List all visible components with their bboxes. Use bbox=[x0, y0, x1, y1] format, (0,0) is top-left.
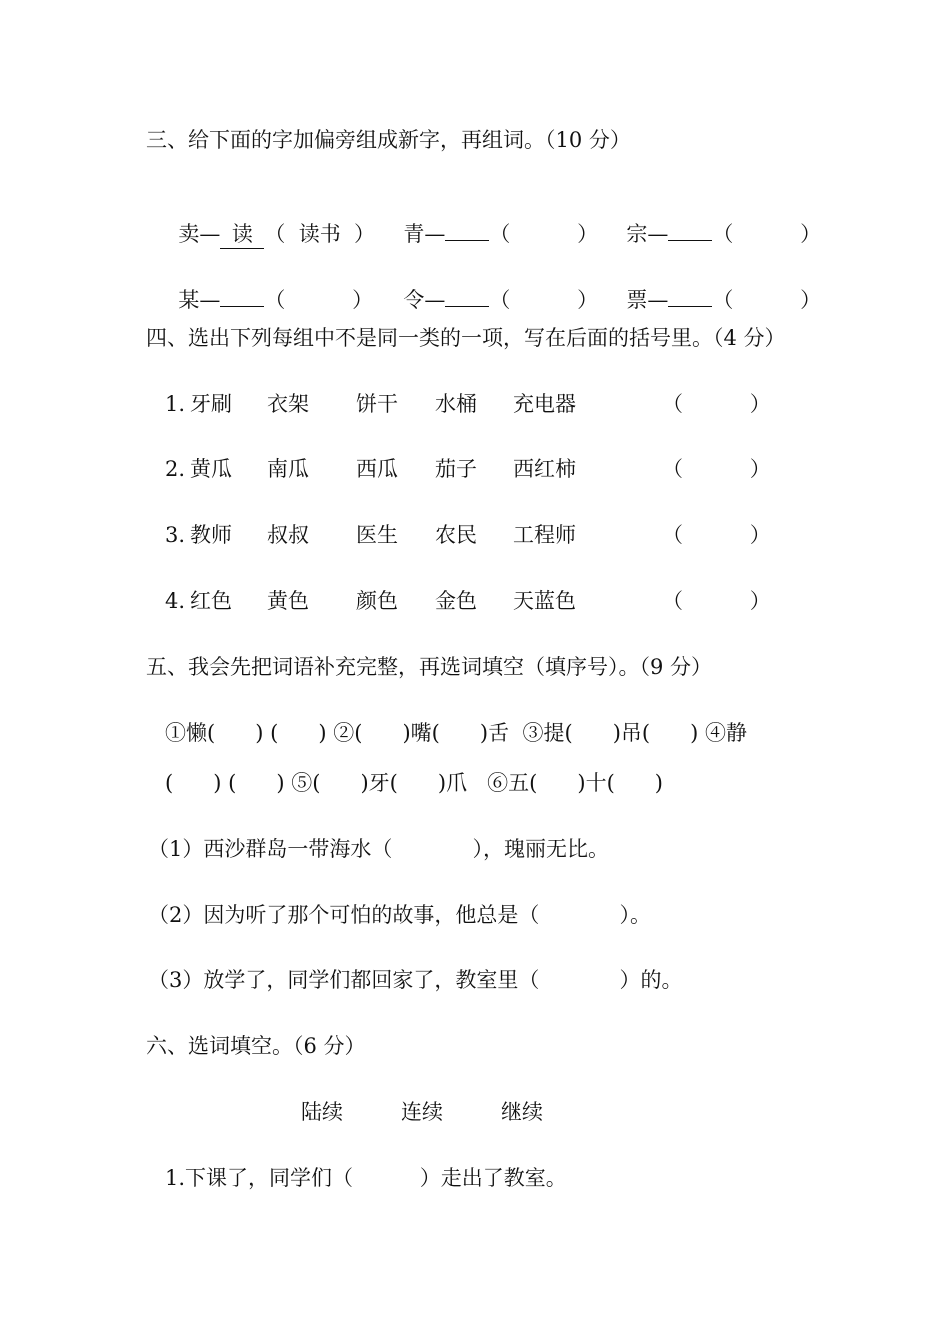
section-5-title: 五、我会先把词语补充完整，再选词填空（填序号）。（9 分） bbox=[146, 655, 713, 679]
s4-word: 饼干 bbox=[356, 392, 398, 416]
s4-item-num: 2. bbox=[165, 457, 186, 481]
s3-r1-c2-blank[interactable] bbox=[445, 220, 489, 241]
s3-r2-c3-paren: （ ） bbox=[712, 288, 822, 312]
s4-word: 叔叔 bbox=[267, 523, 309, 547]
s4-word: 颜色 bbox=[356, 589, 398, 613]
s5-sentence-1: （1）西沙群岛一带海水（ ），瑰丽无比。 bbox=[148, 837, 609, 861]
s4-item-num: 3. bbox=[165, 523, 186, 547]
s4-word: 医生 bbox=[356, 523, 398, 547]
s4-word: 南瓜 bbox=[267, 457, 309, 481]
s3-r2-c3 bbox=[613, 258, 821, 314]
s5-sentence-2: （2）因为听了那个可怕的故事，他总是（ ）。 bbox=[148, 903, 651, 927]
s4-answer-paren[interactable]: （ ） bbox=[662, 523, 771, 547]
s6-word-option: 连续 bbox=[401, 1100, 443, 1124]
s4-word: 教师 bbox=[190, 523, 232, 547]
section-4-title: 四、选出下列每组中不是同一类的一项，写在后面的括号里。（4 分） bbox=[146, 326, 786, 350]
s4-word: 牙刷 bbox=[190, 392, 232, 416]
s3-r1-c1-char: 卖— bbox=[178, 222, 221, 246]
s4-word: 天蓝色 bbox=[513, 589, 576, 613]
s4-item-num: 4. bbox=[165, 589, 186, 613]
s3-r1-c3-char: 宗— bbox=[626, 222, 669, 246]
s4-word: 水桶 bbox=[435, 392, 477, 416]
s4-word: 茄子 bbox=[435, 457, 477, 481]
s3-r1-c3-paren: （ ） bbox=[712, 222, 822, 246]
section-3-title: 三、给下面的字加偏旁组成新字，再组词。（10 分） bbox=[146, 128, 631, 152]
s4-word: 充电器 bbox=[513, 392, 576, 416]
s4-word: 西红柿 bbox=[513, 457, 576, 481]
s3-r2-c3-char: 票— bbox=[626, 288, 669, 312]
s3-r1-c2 bbox=[390, 192, 598, 248]
s3-r1-c1-paren: （ 读书 ） bbox=[264, 222, 376, 246]
s4-word: 黄色 bbox=[267, 589, 309, 613]
s3-r2-c2-blank[interactable] bbox=[445, 286, 489, 307]
s3-r2-c1-blank[interactable] bbox=[220, 286, 264, 307]
s4-answer-paren[interactable]: （ ） bbox=[662, 457, 771, 481]
s4-answer-paren[interactable]: （ ） bbox=[662, 589, 771, 613]
s4-word: 衣架 bbox=[267, 392, 309, 416]
s3-r1-c1 bbox=[165, 192, 375, 249]
section-6-title: 六、选词填空。（6 分） bbox=[146, 1034, 366, 1058]
s4-item-num: 1. bbox=[165, 392, 186, 416]
s5-idiom-line-2: ( ) ( ) ⑤( )牙( )爪 ⑥五( )十( ) bbox=[165, 771, 664, 795]
s3-r2-c1-char: 某— bbox=[178, 288, 221, 312]
s3-r2-c2-paren: （ ） bbox=[489, 288, 599, 312]
s5-idiom-line-1: ①懒( ) ( ) ②( )嘴( )舌 ③提( )吊( ) ④静 bbox=[165, 721, 748, 745]
s3-r1-c2-paren: （ ） bbox=[489, 222, 599, 246]
s4-word: 红色 bbox=[190, 589, 232, 613]
s6-word-option: 继续 bbox=[501, 1100, 543, 1124]
s4-word: 农民 bbox=[435, 523, 477, 547]
s6-word-option: 陆续 bbox=[301, 1100, 343, 1124]
s3-r1-c2-char: 青— bbox=[403, 222, 446, 246]
s3-r2-c1-paren: （ ） bbox=[264, 288, 374, 312]
s3-r1-c3-blank[interactable] bbox=[668, 220, 712, 241]
s3-r2-c3-blank[interactable] bbox=[668, 286, 712, 307]
s5-sentence-3: （3）放学了，同学们都回家了，教室里（ ）的。 bbox=[148, 968, 683, 992]
s4-word: 西瓜 bbox=[356, 457, 398, 481]
s3-r2-c1 bbox=[165, 258, 373, 314]
s3-r1-c1-answer: 读 bbox=[220, 220, 264, 249]
s4-word: 黄瓜 bbox=[190, 457, 232, 481]
s3-r2-c2 bbox=[390, 258, 598, 314]
s3-r2-c2-char: 令— bbox=[403, 288, 446, 312]
s3-r1-c3 bbox=[613, 192, 821, 248]
s4-word: 工程师 bbox=[513, 523, 576, 547]
s4-word: 金色 bbox=[435, 589, 477, 613]
s4-answer-paren[interactable]: （ ） bbox=[662, 392, 771, 416]
s6-question-1: 1.下课了，同学们（ ）走出了教室。 bbox=[165, 1166, 567, 1190]
